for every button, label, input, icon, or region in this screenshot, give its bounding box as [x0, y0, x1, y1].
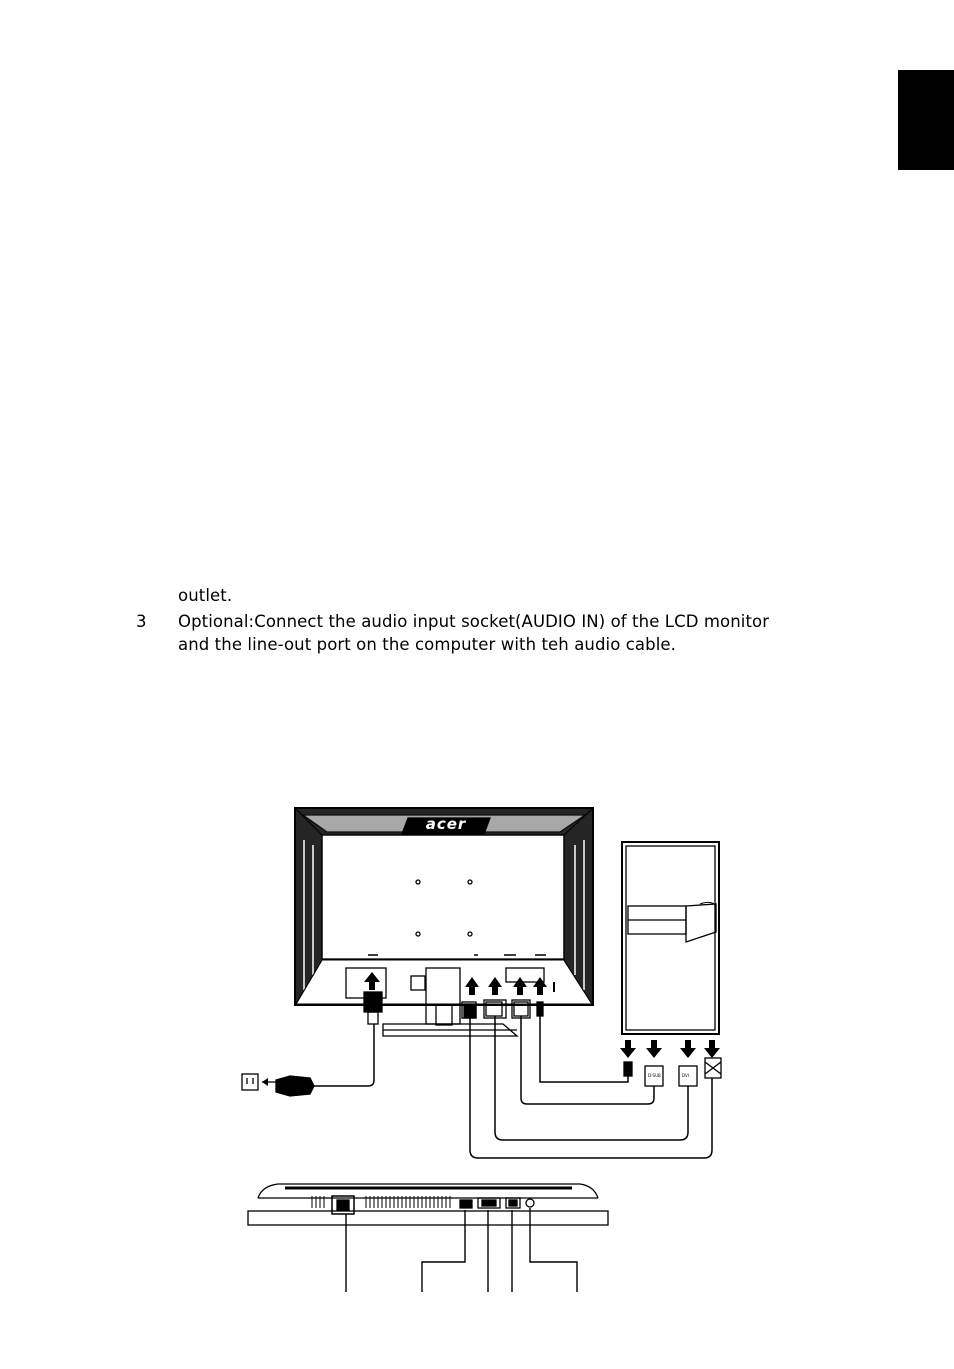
- computer-tower: [622, 842, 719, 1034]
- power-plug-monitor: [364, 992, 382, 1024]
- step-text-line-1: Optional:Connect the audio input socket(AUDIO IN) of the LCD monitor: [178, 612, 770, 631]
- monitor-back: [295, 808, 593, 1036]
- power-cable: [242, 1024, 374, 1096]
- step-text-line-2: and the line-out port on the computer with teh audio cable.: [178, 635, 676, 654]
- step-number: 3: [136, 612, 147, 631]
- computer-output-arrows: [620, 1040, 720, 1058]
- acer-logo: acer: [425, 815, 467, 833]
- continued-text-outlet: outlet.: [178, 586, 233, 605]
- monitor-bottom-view: [248, 1184, 608, 1225]
- monitor-input-arrows: [364, 972, 547, 995]
- computer-connectors: [624, 1058, 721, 1086]
- signal-cables: [470, 1016, 712, 1158]
- dvi-label: DVI: [682, 1073, 689, 1078]
- port-callout-lines: [346, 1208, 577, 1292]
- dsub-label: D-SUB: [648, 1073, 661, 1078]
